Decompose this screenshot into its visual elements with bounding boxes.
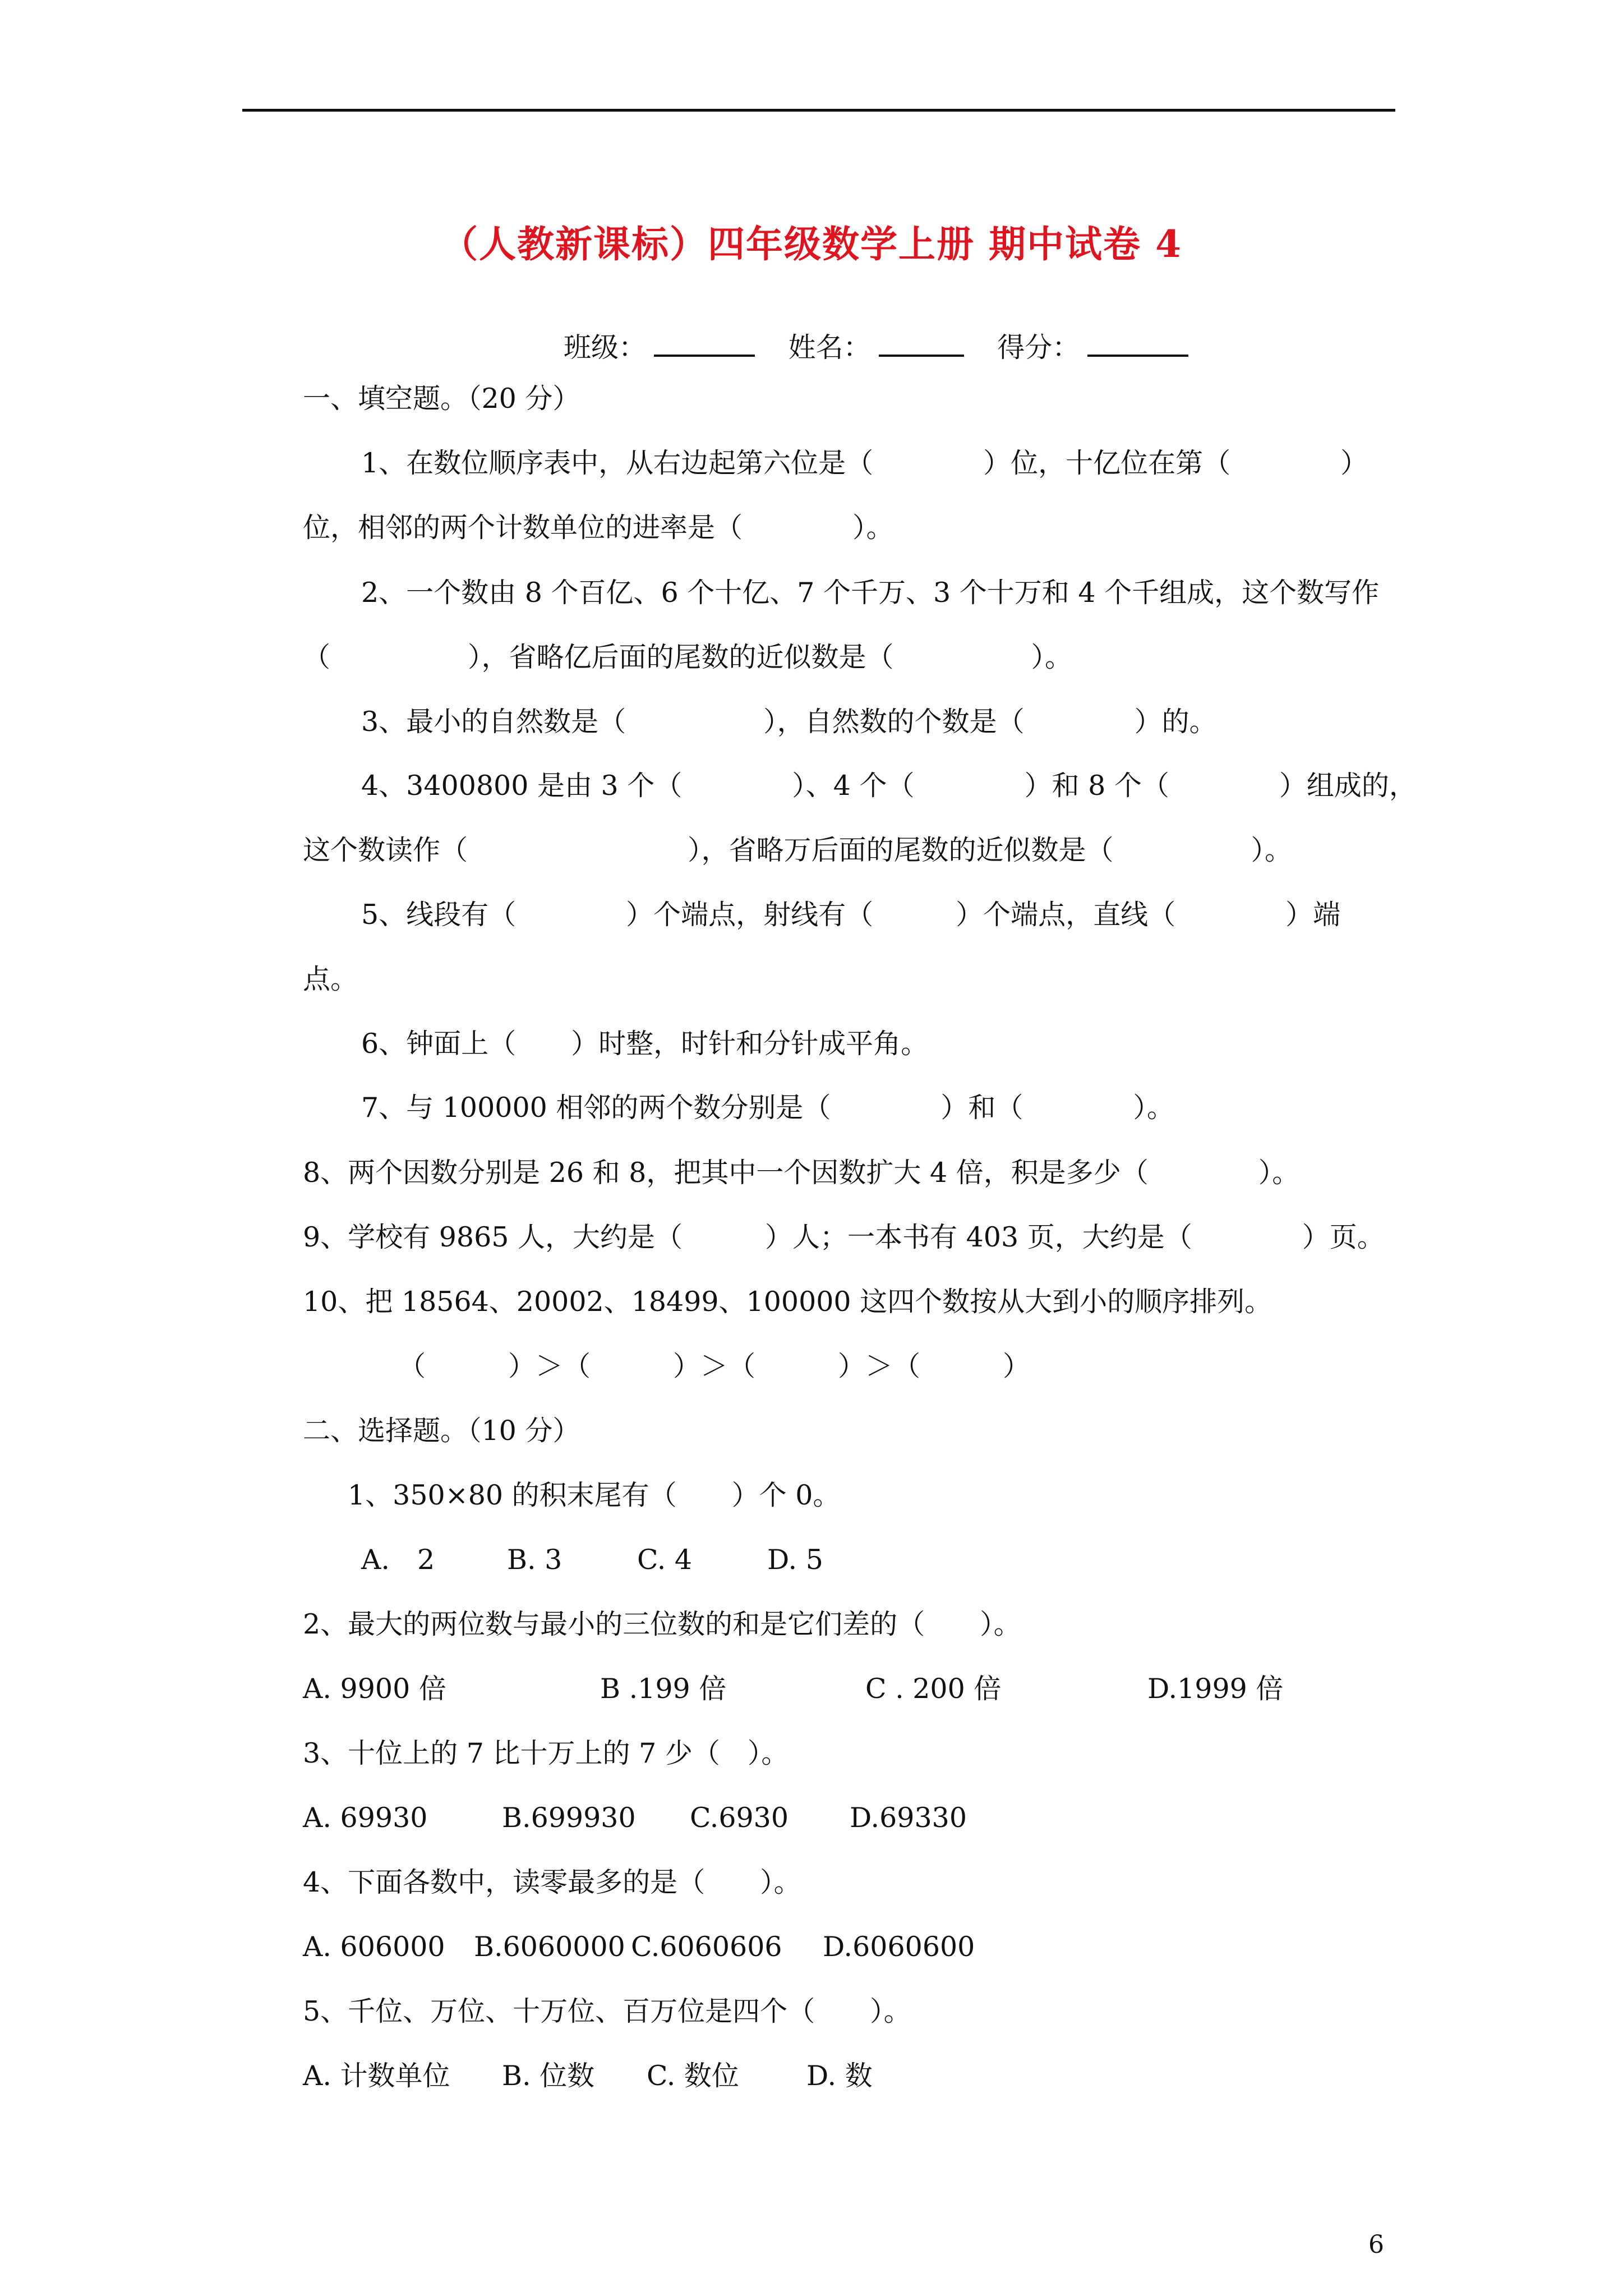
question-10-blanks: （ ）＞（ ）＞（ ）＞（ ）	[398, 1350, 1031, 1382]
question-4-line-1: 4、3400800 是由 3 个（ ）、4 个（ ）和 8 个（ ）组成的，	[361, 770, 1417, 802]
class-blank[interactable]	[654, 330, 755, 357]
question-8: 8、两个因数分别是 26 和 8，把其中一个因数扩大 4 倍，积是多少（ ）。	[303, 1157, 1300, 1189]
choice-question-1: 1、350×80 的积末尾有（ ）个 0。	[348, 1479, 841, 1511]
header-rule	[242, 109, 1395, 112]
choice-question-5: 5、千位、万位、十万位、百万位是四个（ ）。	[303, 1995, 911, 2027]
option-d[interactable]: D.69330	[850, 1802, 967, 1834]
option-d[interactable]: D. 5	[767, 1544, 823, 1576]
question-1-line-2: 位，相邻的两个计数单位的进率是（ ）。	[303, 512, 894, 544]
option-a[interactable]: A. 606000	[303, 1931, 445, 1963]
question-2-line-1: 2、一个数由 8 个百亿、6 个十亿、7 个千万、3 个十万和 4 个千组成，这个数写作	[361, 577, 1380, 609]
choice-options-4	[303, 1931, 975, 1964]
option-a[interactable]: A. 2	[361, 1544, 435, 1576]
choice-question-2: 2、最大的两位数与最小的三位数的和是它们差的（ ）。	[303, 1608, 1021, 1640]
option-d[interactable]: D. 数	[806, 2060, 873, 2092]
question-1-line-1: 1、在数位顺序表中，从右边起第六位是（ ）位，十亿位在第（ ）	[361, 447, 1368, 479]
option-a[interactable]: A. 9900 倍	[303, 1673, 446, 1705]
option-b[interactable]: B .199 倍	[600, 1673, 727, 1705]
choice-options-1	[361, 1544, 823, 1577]
page-title: （人教新课标）四年级数学上册 期中试卷 4	[441, 222, 1182, 266]
student-info-row	[564, 330, 1196, 365]
question-5-line-2: 点。	[303, 963, 358, 995]
option-b[interactable]: B.6060000	[474, 1931, 625, 1963]
question-5-line-1: 5、线段有（ ）个端点，射线有（ ）个端点，直线（ ）端	[361, 899, 1341, 931]
question-7: 7、与 100000 相邻的两个数分别是（ ）和（ ）。	[361, 1092, 1174, 1124]
choice-question-4: 4、下面各数中，读零最多的是（ ）。	[303, 1866, 801, 1898]
choice-options-3	[303, 1802, 967, 1835]
question-9: 9、学校有 9865 人，大约是（ ）人；一本书有 403 页，大约是（ ）页。	[303, 1221, 1385, 1253]
choice-options-5	[303, 2060, 873, 2093]
section-heading-fill: 一、填空题。（20 分）	[303, 383, 580, 415]
option-c[interactable]: C . 200 倍	[865, 1673, 1002, 1705]
option-a[interactable]: A. 69930	[303, 1802, 428, 1834]
choice-options-2	[303, 1673, 1283, 1706]
option-d[interactable]: D.6060600	[823, 1931, 975, 1963]
question-4-line-2: 这个数读作（ ），省略万后面的尾数的近似数是（ ）。	[303, 834, 1293, 866]
class-label: 班级：	[564, 332, 647, 364]
score-label: 得分：	[997, 332, 1080, 364]
option-c[interactable]: C. 4	[637, 1544, 693, 1576]
question-2-line-2: （ ），省略亿后面的尾数的近似数是（ ）。	[303, 641, 1073, 673]
question-3: 3、最小的自然数是（ ），自然数的个数是（ ）的。	[361, 706, 1217, 738]
option-b[interactable]: B. 3	[507, 1544, 562, 1576]
option-b[interactable]: B.699930	[502, 1802, 636, 1834]
option-c[interactable]: C.6930	[690, 1802, 789, 1834]
score-blank[interactable]	[1087, 330, 1188, 357]
option-b[interactable]: B. 位数	[502, 2060, 595, 2092]
option-d[interactable]: D.1999 倍	[1147, 1673, 1284, 1705]
name-label: 姓名：	[788, 332, 871, 364]
choice-question-3: 3、十位上的 7 比十万上的 7 少（ ）。	[303, 1737, 789, 1769]
option-a[interactable]: A. 计数单位	[303, 2060, 450, 2092]
option-c[interactable]: C. 数位	[647, 2060, 739, 2092]
option-c[interactable]: C.6060606	[631, 1931, 782, 1963]
question-10: 10、把 18564、20002、18499、100000 这四个数按从大到小的顺序排列。	[303, 1286, 1272, 1318]
section-heading-choice: 二、选择题。（10 分）	[303, 1415, 580, 1447]
page-number: 6	[1368, 2230, 1384, 2259]
question-6: 6、钟面上（ ）时整，时针和分针成平角。	[361, 1028, 929, 1060]
name-blank[interactable]	[879, 330, 964, 357]
